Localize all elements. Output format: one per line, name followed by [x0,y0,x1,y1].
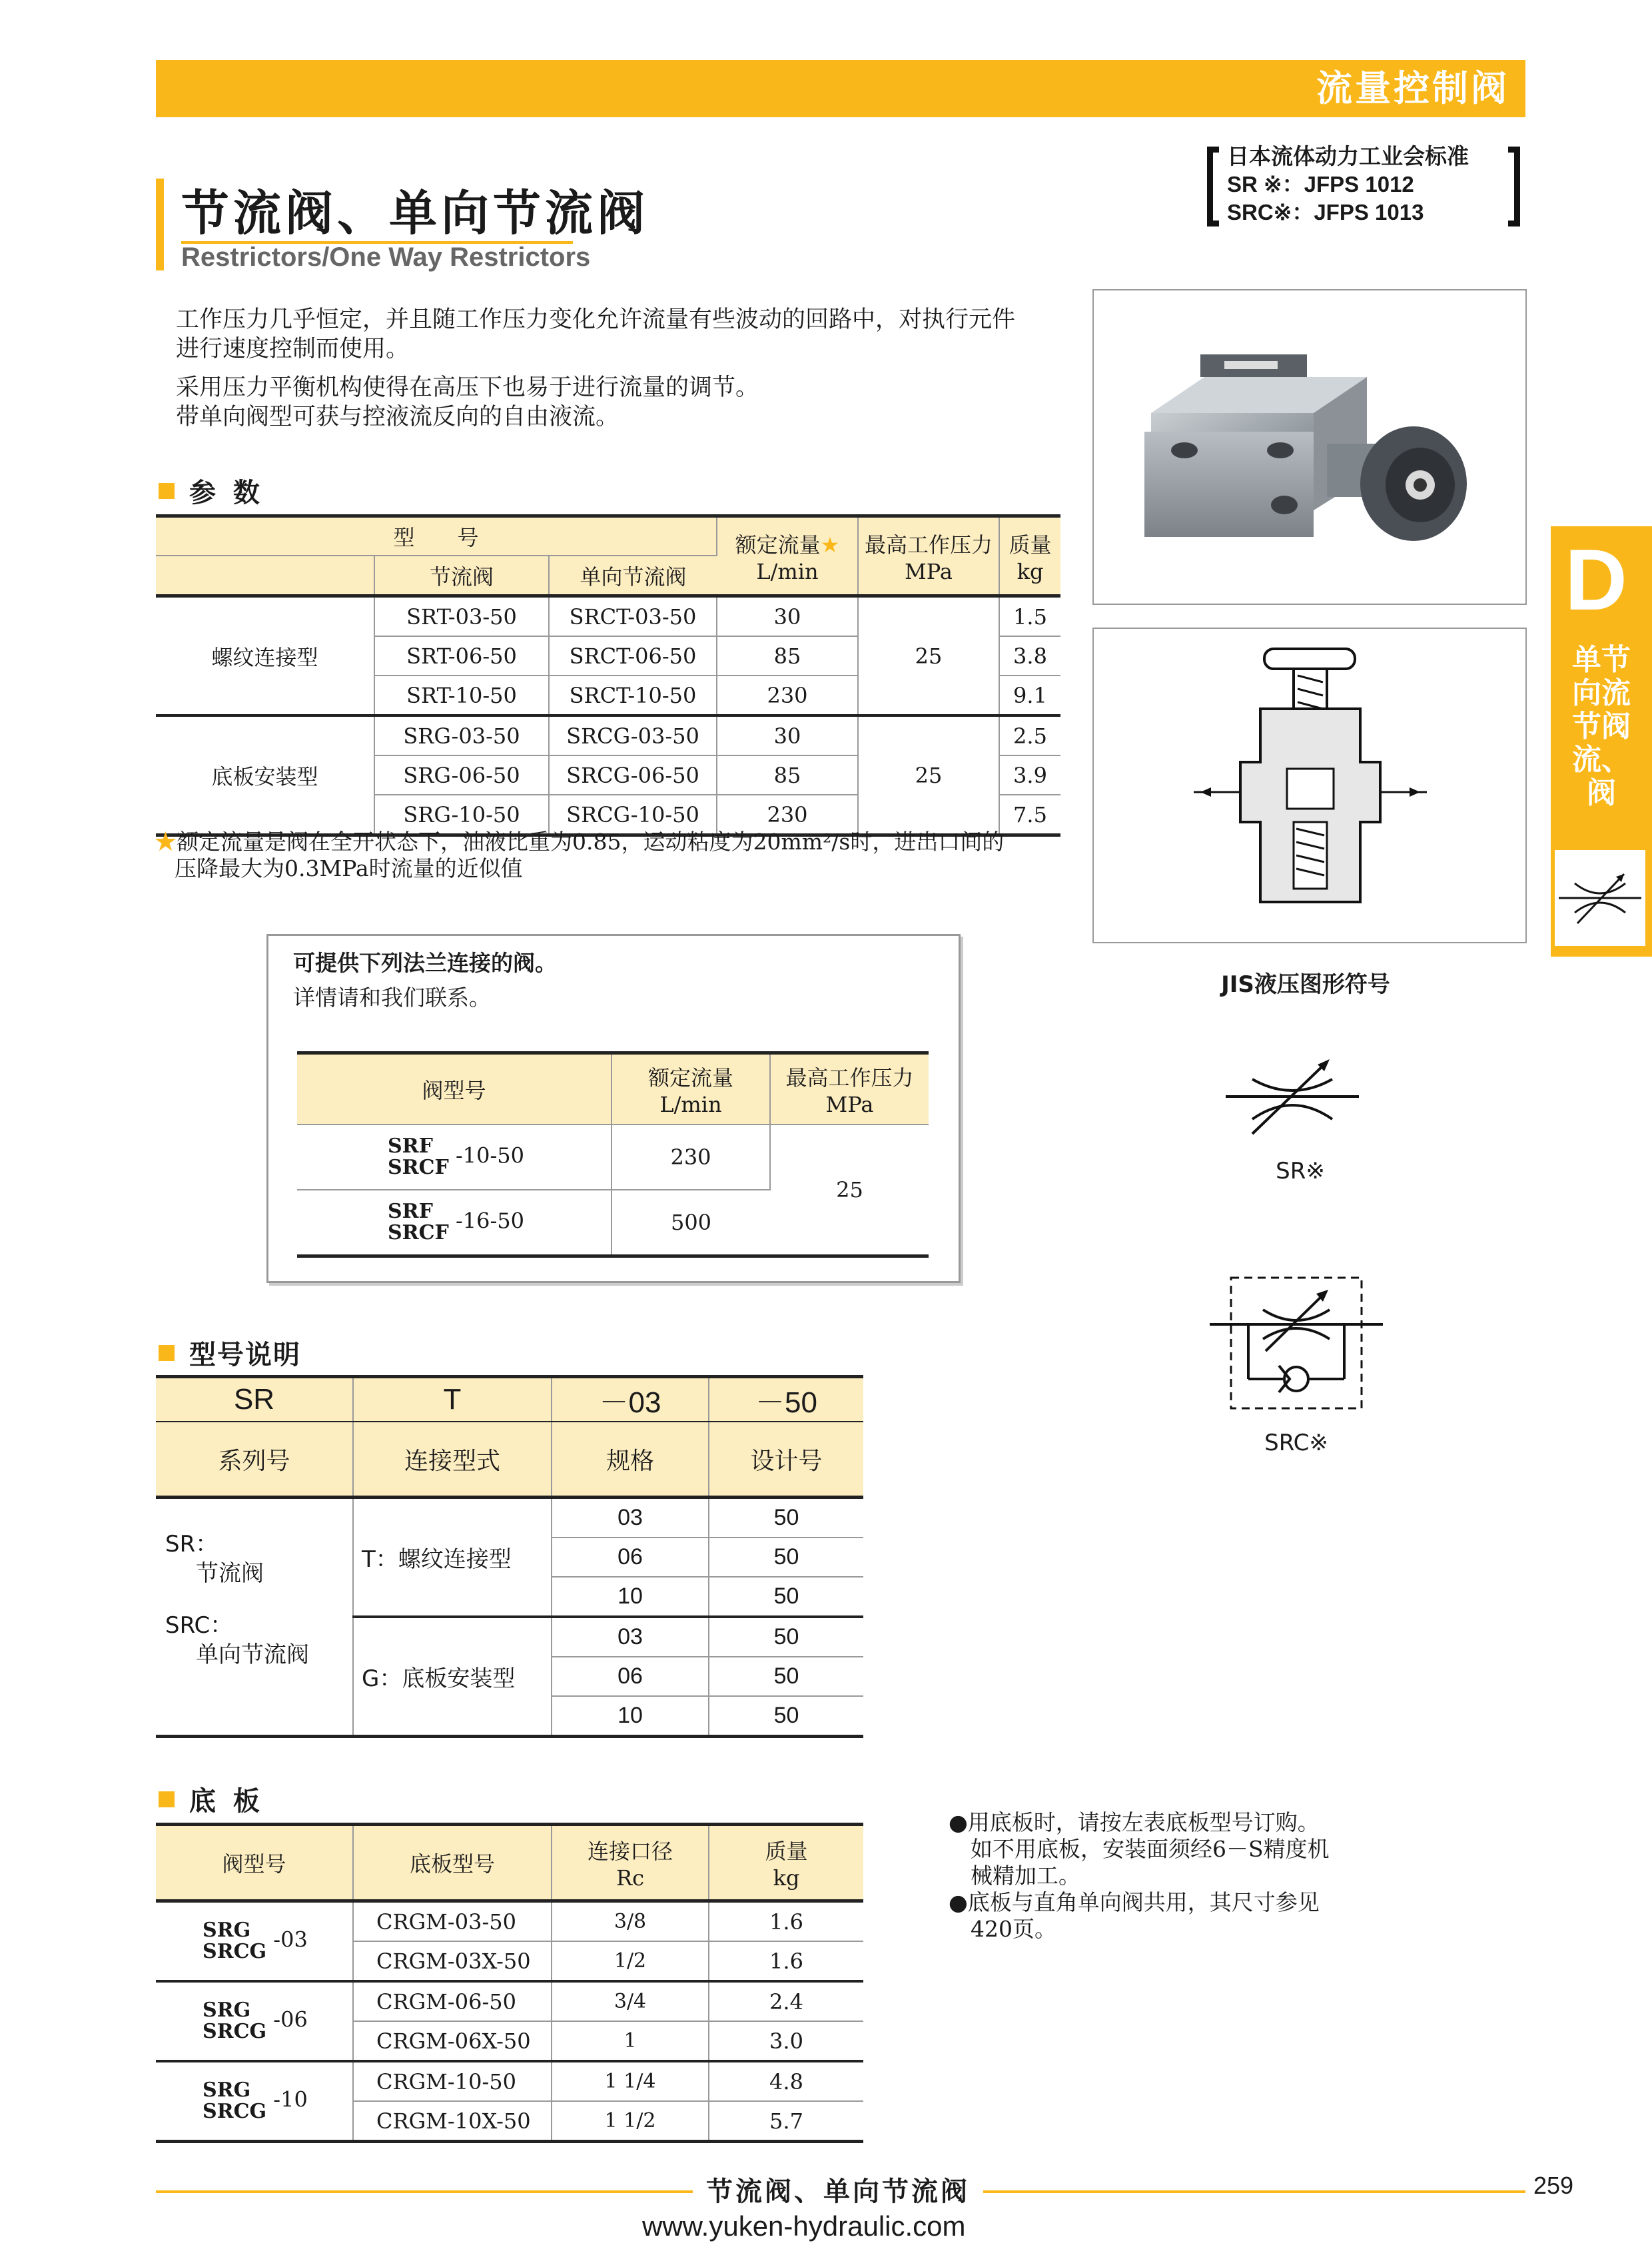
sub-plate: CRGM-06X-50 [353,2021,552,2061]
size: 10 [552,1696,709,1737]
cell-src: SRCG-06-50 [549,755,717,795]
flange-header-pressure: 最高工作压力 MPa [770,1053,929,1125]
subplate-table [156,1823,863,2143]
flow-note: ★额定流量是阀在全开状态下，油液比重为0.85，运动粘度为20mm²/s时，进出口间的 压降最大为0.3MPa时流量的近似值 [155,829,1005,881]
website-url: www.yuken-hydraulic.com [642,2210,966,2242]
code-design: －50 [709,1377,863,1422]
page-subtitle: Restrictors/One Way Restrictors [181,242,591,272]
cell-src: SRCT-06-50 [549,636,717,676]
cell-mass: 2.5 [999,715,1060,755]
cell-flow: 85 [717,755,858,795]
standard-line-2: SR ※：JFPS 1012 [1227,172,1414,197]
title-accent-bar [156,179,164,270]
cell-mass: 9.1 [999,676,1060,715]
sub-plate: CRGM-03-50 [353,1901,552,1942]
conn-subplate: G：底板安装型 [353,1617,552,1737]
sub-mass: 3.0 [709,2021,863,2061]
model-table [156,1375,863,1738]
flange-flow: 230 [612,1125,770,1190]
sub-port: 1/2 [552,1941,709,1981]
intro-line: 工作压力几乎恒定，并且随工作压力变化允许流量有些波动的回路中，对执行元件 [176,306,1016,333]
sectional-drawing [1092,628,1527,943]
code-size: －03 [552,1377,709,1422]
header-oneway: 单向节流阀 [549,556,717,596]
flange-header-flow: 额定流量 L/min [612,1053,770,1125]
header-flow: 额定流量★ L/min [717,516,858,596]
section-tab-text: 单节 向流 节阀 流、 阀 [1572,643,1631,810]
category-title: 流量控制阀 [1316,67,1509,109]
flange-header-model: 阀型号 [297,1053,612,1125]
sub-mass: 1.6 [709,1901,863,1942]
header-model: 型 号 [156,516,717,556]
src-symbol-label: SRC※ [1264,1430,1328,1456]
cell-flow: 30 [717,596,858,637]
cell-src: SRCG-10-50 [549,795,717,835]
desc-series: 系列号 [156,1422,353,1498]
design: 50 [709,1538,863,1577]
params-heading: 参 数 [159,472,264,510]
footer-title: 节流阀、单向节流阀 [693,2170,983,2208]
cell-flow: 30 [717,715,858,755]
cell-sr: SRT-03-50 [374,596,549,637]
cell-sr: SRT-10-50 [374,676,549,715]
desc-connection: 连接型式 [353,1422,552,1498]
intro-line: 采用压力平衡机构使得在高压下也易于进行流量的调节。 [176,374,759,401]
sr-symbol-label: SR※ [1276,1158,1325,1184]
sub-valve: SRG SRCG -06 [156,1981,353,2061]
cell-src: SRCG-03-50 [549,715,717,755]
size: 10 [552,1577,709,1617]
sub-plate: CRGM-03X-50 [353,1941,552,1981]
standard-line-3: SRC※：JFPS 1013 [1227,200,1424,225]
sub-plate: CRGM-06-50 [353,1981,552,2021]
standard-box [1207,143,1520,226]
header-mass: 质量 kg [999,516,1060,596]
sub-port: 1 [552,2021,709,2061]
sub-port: 3/4 [552,1981,709,2021]
sub-plate: CRGM-10-50 [353,2061,552,2101]
product-photo [1092,289,1527,605]
code-connection: T [353,1377,552,1422]
size: 03 [552,1617,709,1657]
size: 03 [552,1498,709,1538]
cell-mass: 7.5 [999,795,1060,835]
size: 06 [552,1538,709,1577]
intro-line: 带单向阀型可获与控液流反向的自由液流。 [176,404,620,430]
cell-mass: 1.5 [999,596,1060,637]
desc-size: 规格 [552,1422,709,1498]
throttle-symbol-icon [1555,850,1645,946]
design: 50 [709,1657,863,1696]
subplate-note: ●用底板时，请按左表底板型号订购。 如不用底板，安装面须经6－S精度机 械精加工。 ●底板与直角单向阀共用，其尺寸参见 420页。 [949,1809,1330,1942]
sub-valve: SRG SRCG -03 [156,1901,353,1982]
flange-title: 可提供下列法兰连接的阀。 [293,950,557,976]
sub-header-port: 连接口径 Rc [552,1825,709,1901]
flange-flow: 500 [612,1190,770,1256]
cell-flow: 85 [717,636,858,676]
section-letter: D [1565,531,1627,628]
header-pressure: 最高工作压力 MPa [858,516,999,596]
desc-design: 设计号 [709,1422,863,1498]
sub-port: 1 1/2 [552,2101,709,2142]
cell-src: SRCT-03-50 [549,596,717,637]
flange-table [297,1051,929,1258]
symbol-label: JIS液压图形符号 [1221,971,1390,998]
series-legend: SR： 节流阀 SRC： 单向节流阀 [156,1498,353,1737]
cell-src: SRCT-10-50 [549,676,717,715]
flange-subtitle: 详情请和我们联系。 [293,985,491,1011]
sub-port: 3/8 [552,1901,709,1942]
cell-mass: 3.8 [999,636,1060,676]
cell-pressure: 25 [858,715,999,835]
cell-pressure: 25 [858,596,999,716]
standard-line-1: 日本流体动力工业会标准 [1227,143,1469,169]
group-name: 底板安装型 [156,715,374,835]
sub-mass: 1.6 [709,1941,863,1981]
code-series: SR [156,1377,353,1422]
cell-flow: 230 [717,795,858,835]
header-banner [156,60,1525,117]
model-heading: 型号说明 [159,1334,301,1372]
sr-symbol-icon [1212,1053,1372,1152]
params-table [156,514,1060,837]
cell-flow: 230 [717,676,858,715]
sub-header-mass: 质量 kg [709,1825,863,1901]
sub-header-valve: 阀型号 [156,1825,353,1901]
size: 06 [552,1657,709,1696]
src-symbol-icon [1196,1272,1396,1419]
sub-header-plate: 底板型号 [353,1825,552,1901]
conn-threaded: T：螺纹连接型 [353,1498,552,1617]
page-title: 节流阀、单向节流阀 [181,185,649,241]
header-restrictor: 节流阀 [374,556,549,596]
intro-line: 进行速度控制而使用。 [176,336,410,362]
sub-mass: 4.8 [709,2061,863,2101]
cell-sr: SRG-10-50 [374,795,549,835]
sub-valve: SRG SRCG -10 [156,2061,353,2142]
cell-sr: SRG-03-50 [374,715,549,755]
subplate-heading: 底 板 [159,1780,264,1818]
design: 50 [709,1696,863,1737]
group-name: 螺纹连接型 [156,596,374,716]
cell-sr: SRG-06-50 [374,755,549,795]
design: 50 [709,1617,863,1657]
design: 50 [709,1498,863,1538]
design: 50 [709,1577,863,1617]
page-number: 259 [1533,2172,1574,2199]
sub-port: 1 1/4 [552,2061,709,2101]
sub-mass: 2.4 [709,1981,863,2021]
sub-plate: CRGM-10X-50 [353,2101,552,2142]
flange-model: SRF SRCF -16-50 [297,1190,612,1256]
flange-pressure: 25 [770,1125,929,1256]
cell-mass: 3.9 [999,755,1060,795]
flange-model: SRF SRCF -10-50 [297,1125,612,1190]
cell-sr: SRT-06-50 [374,636,549,676]
sub-mass: 5.7 [709,2101,863,2142]
